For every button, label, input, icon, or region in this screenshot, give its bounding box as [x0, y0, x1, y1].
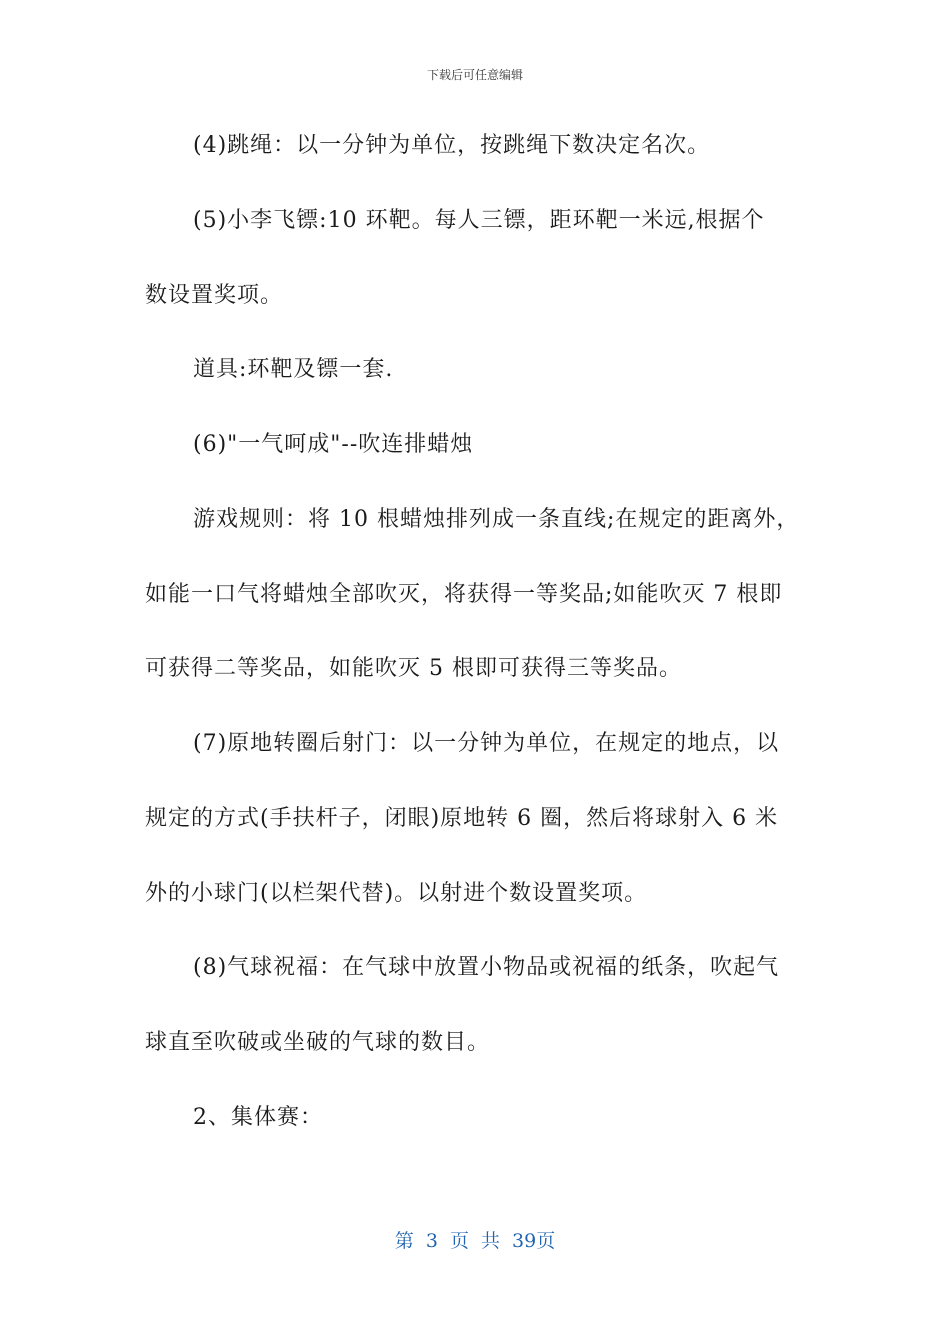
- paragraph-line-spin-shoot-cont1: 规定的方式(手扶杆子，闭眼)原地转 6 圈，然后将球射入 6 米: [145, 806, 779, 831]
- page-number-footer: 第 3 页 共 39页: [394, 1230, 556, 1252]
- paragraph-line-game-rules-cont2: 可获得二等奖品，如能吹灭 5 根即可获得三等奖品。: [145, 656, 682, 681]
- paragraph-line-spin-shoot-cont2: 外的小球门(以栏架代替)。以射进个数设置奖项。: [145, 881, 648, 906]
- paragraph-line-darts: (5)小李飞镖:10 环靶。每人三镖，距环靶一米远,根据个: [193, 208, 765, 233]
- page-header: 下载后可任意编辑: [426, 68, 523, 82]
- section-heading-team-events: 2、集体赛：: [193, 1105, 323, 1130]
- paragraph-line-game-rules-cont1: 如能一口气将蜡烛全部吹灭，将获得一等奖品;如能吹灭 7 根即: [145, 582, 783, 607]
- paragraph-line-spin-shoot: (7)原地转圈后射门：以一分钟为单位，在规定的地点，以: [193, 731, 780, 756]
- paragraph-line-balloon-cont: 球直至吹破或坐破的气球的数目。: [145, 1030, 491, 1055]
- paragraph-line-balloon: (8)气球祝福：在气球中放置小物品或祝福的纸条，吹起气: [193, 955, 780, 980]
- paragraph-line-jump-rope: (4)跳绳：以一分钟为单位，按跳绳下数决定名次。: [193, 133, 711, 158]
- paragraph-line-game-rules: 游戏规则：将 10 根蜡烛排列成一条直线;在规定的距离外，: [193, 507, 800, 532]
- paragraph-line-candles-title: (6)"一气呵成"--吹连排蜡烛: [193, 432, 474, 457]
- paragraph-line-props: 道具:环靶及镖一套.: [193, 357, 394, 382]
- paragraph-line-darts-cont: 数设置奖项。: [145, 283, 284, 308]
